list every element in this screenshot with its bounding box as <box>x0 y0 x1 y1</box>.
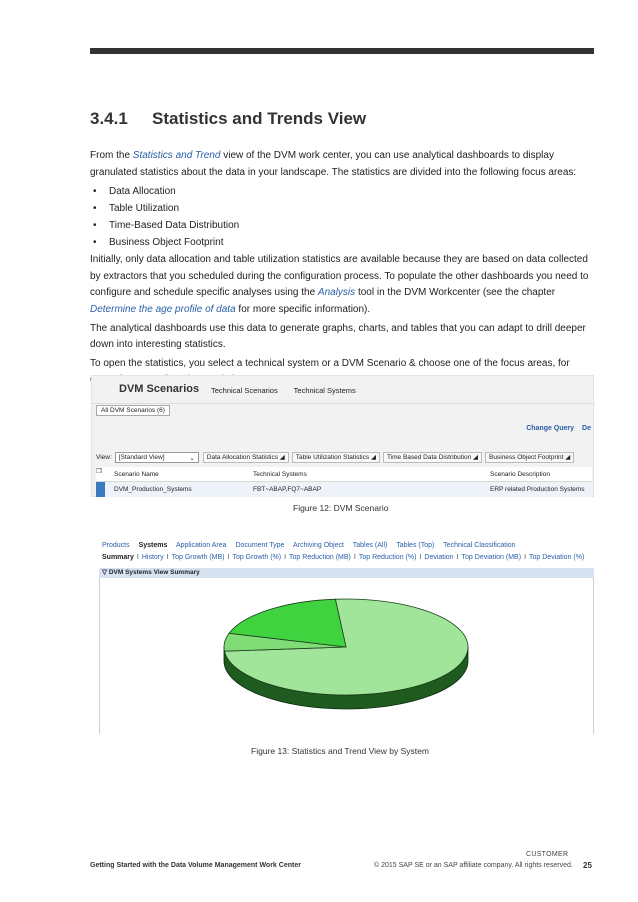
business-object-footprint-button[interactable]: Business Object Footprint ◢ <box>485 452 574 463</box>
footer-title: Getting Started with the Data Volume Management Work Center <box>90 862 301 869</box>
query-actions <box>518 425 591 432</box>
footer-copyright: © 2015 SAP SE or an SAP affiliate company. All rights reserved. <box>374 862 573 869</box>
pie-chart <box>221 597 471 713</box>
dropdown-icon: ◢ <box>473 454 479 461</box>
change-query-link[interactable]: Change Query <box>526 425 575 432</box>
paragraph-dashboards: The analytical dashboards use this data to generate graphs, charts, and tables that you can adapt to drill deeper down into interesting statistics. <box>90 322 586 351</box>
table-header-row <box>96 467 592 482</box>
nav-products[interactable]: Products <box>102 542 130 549</box>
scenario-table <box>96 467 592 497</box>
table-cell: ERP related Production Systems <box>490 486 585 493</box>
view-nav: Summary I History I Top Growth (MB) I Top Growth (%) I Top Reduction (MB) I Top Reduction (%) I Deviation I Top Deviation (MB) I Top Deviation (%) <box>102 554 585 561</box>
customer-label: CUSTOMER <box>526 851 569 858</box>
nav-summary[interactable]: Summary <box>102 554 134 561</box>
dvm-scenario-screenshot <box>91 375 594 497</box>
nav-deviation[interactable]: Deviation <box>424 554 454 561</box>
tab-technical-scenarios[interactable]: Technical Scenarios <box>211 386 278 395</box>
nav-tables-all[interactable]: Tables (All) <box>352 542 388 549</box>
data-allocation-statistics-button[interactable]: Data Allocation Statistics ◢ <box>203 452 289 463</box>
statistics-and-trend-link[interactable]: Statistics and Trend <box>132 150 221 161</box>
page-number: 25 <box>583 861 592 870</box>
section-title: Statistics and Trends View <box>152 109 367 128</box>
list-item: • Business Object Footprint <box>90 234 596 251</box>
nav-top-growth-mb[interactable]: Top Growth (MB) <box>171 554 225 561</box>
paragraph-open-statistics: To open the statistics, you select a technical system or a DVM Scenario & choose one of the focus areas, for <box>90 356 596 389</box>
panel-title: DVM Systems View Summary <box>108 569 200 576</box>
nav-top-reduction-mb[interactable]: Top Reduction (MB) <box>289 554 351 561</box>
figure-13-caption: Figure 13: Statistics and Trend View by System <box>251 746 429 756</box>
nav-technical-classification[interactable]: Technical Classification <box>443 542 516 549</box>
analysis-link[interactable]: Analysis <box>317 287 356 299</box>
dropdown-icon: ◢ <box>370 454 376 461</box>
table-cell: DVM_Production_Systems <box>114 486 192 493</box>
nav-systems[interactable]: Systems <box>138 542 168 549</box>
nav-document-type[interactable]: Document Type <box>235 542 285 549</box>
focus-area-list <box>90 183 596 251</box>
collapse-icon[interactable]: ▽ <box>102 569 107 576</box>
nav-top-deviation-pct[interactable]: Top Deviation (%) <box>529 554 585 561</box>
scenario-tabs <box>211 386 370 395</box>
figure-12-caption: Figure 12: DVM Scenario <box>293 503 389 513</box>
list-item: • Table Utilization <box>90 200 596 217</box>
table-row[interactable] <box>96 482 592 497</box>
section-heading <box>90 109 366 129</box>
table-cell: FBT~ABAP,FQ7~ABAP <box>253 486 322 493</box>
row-selector[interactable] <box>96 482 105 497</box>
section-number: 3.4.1 <box>90 109 128 128</box>
column-header[interactable]: Technical Systems <box>253 470 307 478</box>
define-query-link[interactable]: De <box>582 425 591 432</box>
scenario-toolbar <box>96 452 577 463</box>
nav-application-area[interactable]: Application Area <box>175 542 227 549</box>
table-utilization-statistics-button[interactable]: Table Utilization Statistics ◢ <box>292 452 380 463</box>
tab-technical-systems[interactable]: Technical Systems <box>293 386 356 395</box>
divider <box>92 403 595 404</box>
nav-top-reduction-pct[interactable]: Top Reduction (%) <box>358 554 417 561</box>
list-item: • Data Allocation <box>90 183 596 200</box>
nav-top-growth-pct[interactable]: Top Growth (%) <box>232 554 282 561</box>
body-text <box>90 148 596 391</box>
age-profile-link[interactable]: Determine the age profile of data <box>90 303 236 315</box>
all-dvm-scenarios-button[interactable]: All DVM Scenarios (6) <box>96 405 170 416</box>
dvm-scenarios-title: DVM Scenarios <box>119 383 200 395</box>
nav-top-deviation-mb[interactable]: Top Deviation (MB) <box>461 554 522 561</box>
nav-archiving-object[interactable]: Archiving Object <box>292 542 344 549</box>
view-label: View: <box>96 454 112 461</box>
nav-history[interactable]: History <box>141 554 164 561</box>
statistics-trend-screenshot <box>91 534 594 734</box>
view-select[interactable] <box>115 452 199 463</box>
paragraph-analysis: Initially, only data allocation and table utilization statistics are available because they are based on data collected by extractors that you scheduled during the configuration process. To populate the other dashboards you need to configure and schedule specific analyses using the Analysis tool in the DVM Workcenter (see the chapter Determine the age profile of data for more specific information). <box>90 254 589 315</box>
chevron-down-icon: ⌄ <box>189 454 195 462</box>
header-rule <box>90 48 594 54</box>
dropdown-icon: ◢ <box>279 454 285 461</box>
select-all-icon[interactable]: ❐ <box>96 467 102 475</box>
nav-tables-top[interactable]: Tables (Top) <box>396 542 435 549</box>
intro-paragraph: From the Statistics and Trend view of the DVM work center, you can use analytical dashboards to display granulated statistics about the data in your landscape. The statistics are divided into the following focus areas: <box>90 150 577 178</box>
dropdown-icon: ◢ <box>565 454 571 461</box>
column-header[interactable]: Scenario Name <box>114 470 159 478</box>
list-item: • Time-Based Data Distribution <box>90 217 596 234</box>
focus-nav <box>102 542 523 549</box>
column-header[interactable]: Scenario Description <box>490 470 550 478</box>
time-based-data-distribution-button[interactable]: Time Based Data Distribution ◢ <box>383 452 482 463</box>
view-select-value: [Standard View] <box>118 454 165 461</box>
panel-header[interactable] <box>99 568 594 578</box>
